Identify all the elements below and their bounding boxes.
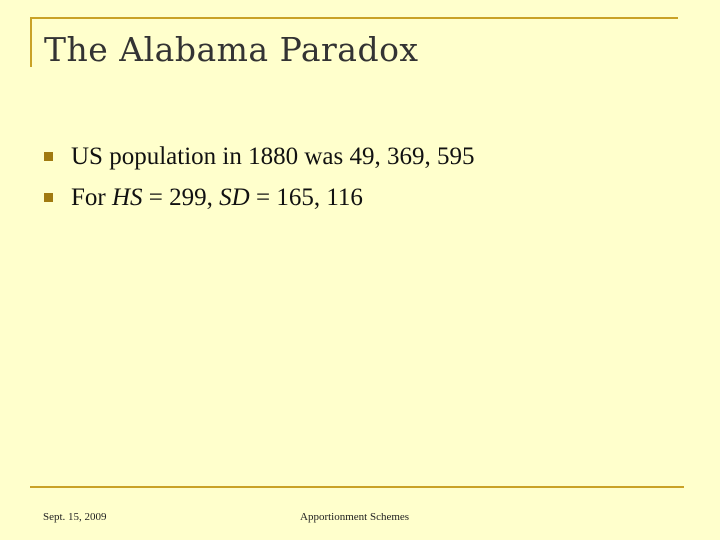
square-bullet-icon xyxy=(44,193,53,202)
footer-title: Apportionment Schemes xyxy=(300,511,410,523)
bullet-list xyxy=(44,136,474,218)
slide-title: The Alabama Paradox xyxy=(44,30,419,69)
bullet-item xyxy=(44,136,474,177)
footer-date: Sept. 15, 2009 xyxy=(43,511,107,523)
bullet-item xyxy=(44,177,474,218)
title-frame-left-line xyxy=(30,17,32,67)
bullet-text: US population in 1880 was 49, 369, 595 xyxy=(71,142,475,170)
footer-divider xyxy=(30,486,684,488)
title-frame-top-line xyxy=(30,17,678,19)
square-bullet-icon xyxy=(44,152,53,161)
bullet-text: For HS = 299, SD = 165, 116 xyxy=(71,183,363,211)
